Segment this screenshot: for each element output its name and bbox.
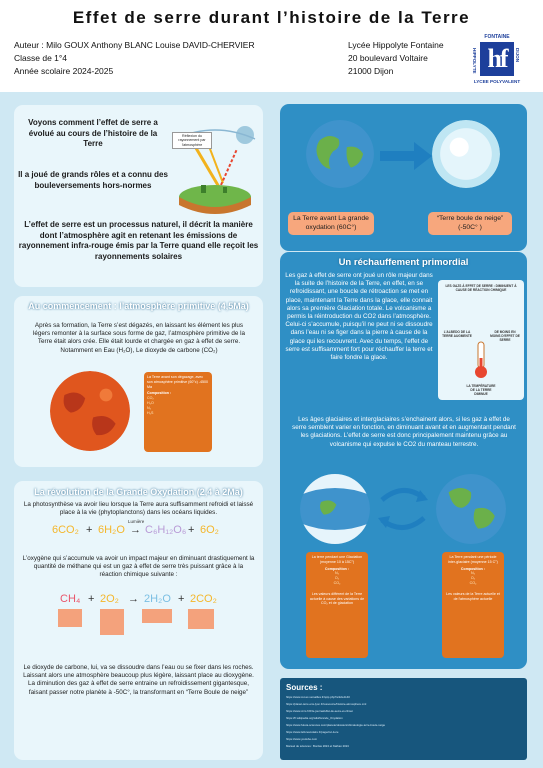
eq1-term: 6CO₂ <box>52 524 79 536</box>
oxydation-middle: L’oxygène qui s’accumule va avoir un impact majeur en diminuant drastiquement la quantité de méthane qui est un gaz à effet de serre très puissant grâce à la réaction chimique suivante : <box>22 555 255 579</box>
intro-panel <box>14 105 263 287</box>
molecule-note <box>58 609 82 627</box>
hot-earth-caption: La Terre avant La grande oxydation (60C°) <box>288 212 374 235</box>
primitive-panel <box>14 296 263 467</box>
eq2-arrow: → <box>128 593 139 605</box>
warming-panel <box>280 252 527 669</box>
glaciation-note-extra: Les valeurs diffèrent de la Terre actuelle à cause des variations de CO₂ et de glaciation <box>309 591 365 606</box>
primitive-title: Au commencement : l’atmosphère primitive (4,5Ma) <box>28 301 249 311</box>
primitive-note <box>144 372 212 452</box>
eq2-term: 2H₂O <box>144 593 171 605</box>
transition-panel <box>280 104 527 251</box>
intro-question: Voyons comment l’effet de serre a évolué au cours de l’histoire de la Terre <box>28 118 158 148</box>
interglacial-note-extra: Les valeurs de la Terre actuelle et de l'atmosphère actuelle <box>446 591 500 601</box>
glaciation-note-comp: Composition : <box>324 566 350 571</box>
glaciation-note <box>306 552 368 658</box>
eq1-plus: + <box>86 524 93 536</box>
eq1-term: C₆H₁₂O₆ <box>145 524 187 536</box>
source-link[interactable]: https://www.lelivrescolaire.fr/page/svt-1ere <box>286 730 339 734</box>
eq1-arrow: → <box>130 524 141 536</box>
gas-item: N₂ <box>147 405 151 410</box>
school-street: 20 boulevard Voltaire <box>348 53 428 63</box>
diagram-label: Réflexion du rayonnement par l'atmosphère <box>172 132 212 149</box>
interglacial-earth-icon <box>436 474 506 544</box>
logo-mark: hf <box>480 42 514 76</box>
eq1-term: 6O₂ <box>200 524 219 536</box>
intro-roles: Il a joué de grands rôles et a connu des bouleversements hors-normes <box>18 170 168 190</box>
logo-bottom-text: LYCEE POLYVALENT <box>473 79 521 84</box>
school-logo <box>472 36 522 88</box>
source-link[interactable]: https://www.futura-sciences.com/planete/dossiers/climatologie-terre-boule-neige <box>286 723 386 727</box>
hot-earth-icon <box>306 120 374 188</box>
molecule-note <box>100 609 124 635</box>
gas-item: O₂ <box>334 576 340 581</box>
eq2-term: 2O₂ <box>100 593 119 605</box>
interglacial-note-text: La Terre pendant une période inter-glaciaire (moyenne 15 C°) <box>448 555 498 564</box>
oxydation-panel <box>14 481 263 760</box>
eq2-term: CH₄ <box>60 593 81 605</box>
interglacial-note-comp: Composition : <box>460 566 486 571</box>
primitive-earth-icon <box>50 371 130 451</box>
school-city: 21000 Dijon <box>348 66 394 76</box>
gas-item: CO₂ <box>147 396 154 401</box>
source-link[interactable]: https://www.cnrs.fr/fr/le-journal/effet-de-serre-et-climat <box>286 709 353 713</box>
class-line: Classe de 1°4 <box>14 53 68 63</box>
molecule-note <box>142 609 172 623</box>
gas-item: H₂S <box>147 410 154 415</box>
sources-title: Sources : <box>286 683 323 692</box>
source-link[interactable]: https://planet-terre.ens-lyon.fr/ressource/histoire-atmosphere.xml <box>286 702 367 706</box>
page-title: Effet de serre durant l’histoire de la Terre <box>72 8 471 27</box>
loop-right: DE MOINS EN MOINS D'EFFET DE SERRE <box>490 330 520 342</box>
snowball-earth-icon <box>432 120 500 188</box>
primitive-note-text: La Terre avant son dégazage, avec son atmosphère primitive (60°c) -4500 Ma <box>147 375 208 389</box>
source-link[interactable]: https://www.youtube.com <box>286 737 318 741</box>
snowball-caption: “Terre boule de neige” (-50C° ) <box>428 212 512 235</box>
gas-item: N₂ <box>471 571 475 576</box>
eq1-term: 6H₂O <box>98 524 125 536</box>
warming-text-1: Les gaz à effet de serre ont joué un rôle majeur dans la suite de l’histoire de la Terre, en effet, en se refroidissant, une boucle de rétroaction se met en place, maintenant la Terre dans la glace, elle connait alors sa première Glaciation totale. Le volcanisme a permis la réintroduction du CO2 dans l’atmosphère. Celui-ci s’accumule, puisqu’il ne peut ni se dissoudre dans l’eau ni se figer dans la pierre à cause de la glace qui les recouvrent. Avec du temps, l’effet de serre est suffisamment fort pour réchauffer la terre et faire fondre la glace. <box>285 272 433 362</box>
poster-header <box>0 0 543 92</box>
source-line: Manuel de sciences : Bordas 2024 et Nathan 2024 <box>286 744 349 748</box>
year-line: Année scolaire 2024-2025 <box>14 66 114 76</box>
intro-definition: L’effet de serre est un processus naturel, il décrit la manière dont l’atmosphère agit en retenant les émissions de rayonnement infra-rouge émis par la Terre quand elle reçoit les rayonnements solaires <box>18 220 259 261</box>
gas-item: CO₂ <box>333 580 341 585</box>
cycle-arrows-icon <box>376 480 430 536</box>
sources-panel <box>280 678 527 760</box>
glaciation-note-text: La terre pendant une Glaciation (moyenne 10 à 15C°) <box>311 555 363 564</box>
loop-left: L'ALBEDO DE LA TERRE AUGMENTE <box>442 330 472 338</box>
gas-item: N₂ <box>335 571 339 576</box>
source-link[interactable]: https://www.svt.ac-versailles.fr/spip.php?article1140 <box>286 695 350 699</box>
loop-center: LA TEMPÉRATURE DE LA TERRE DIMINUE <box>466 384 496 396</box>
logo-left-text: HIPPOLYTE <box>472 48 477 74</box>
eq2-plus: + <box>88 593 95 605</box>
eq1-light: Lumière <box>128 519 145 524</box>
primitive-note-comp: Composition : <box>147 391 172 396</box>
warming-title: Un réchauffement primordial <box>338 257 469 268</box>
logo-top-text: FONTAINE <box>484 34 510 40</box>
school-name: Lycée Hippolyte Fontaine <box>348 40 444 50</box>
primitive-text: Après sa formation, la Terre s’est dégazés, en laissant les élément les plus légers remonter à la surface sous forme de gaz, l’atmosphère primitive de la Terre était alors crée. Elle était lourde et chargée en gaz à effet de serre. Notamment en Eau (H₂O), Le dioxyde de carbone (CO₂) <box>32 322 246 354</box>
gas-item: O₂ <box>470 576 476 581</box>
oxydation-intro: La photosynthèse va avoir lieu lorsque la Terre aura suffisamment refroidi et laissé place à la vie (phytoplanctons) dans les océans liquides. <box>23 501 254 517</box>
eq2-term: 2CO₂ <box>190 593 217 605</box>
glaciation-earth-icon <box>300 474 370 544</box>
gas-item: CO₂ <box>469 580 477 585</box>
feedback-loop-diagram <box>438 280 524 400</box>
thermometer-icon <box>468 340 494 380</box>
interglacial-note <box>442 552 504 658</box>
transition-arrow-icon <box>380 142 432 170</box>
molecule-note <box>188 609 214 629</box>
source-link[interactable]: https://fr.wikipedia.org/wiki/Grande_Oxydation <box>286 716 343 720</box>
eq1-plus: + <box>188 524 195 536</box>
warming-text-2: Les âges glaciaires et interglaciaires s’enchainent alors, si les gaz à effet de serre semblent varier en fonction, en diminuant avant et en augmentant pendant les glaciations. L’effet de serre est donc principalement maintenu grâce au volcanisme qui expulse le CO2 du manteau terrestre. <box>292 416 516 448</box>
oxydation-outro: Le dioxyde de carbone, lui, va se dissoudre dans l’eau ou se fixer dans les roches. Laissant alors une atmosphère beaucoup plus légère, laissant place au dioxygène. La diminution des gaz à effet de serre entraine un refroidissement gigantesque, faisant passer notre planète à -50C°, la transformant en “Terre Boule de neige” <box>23 664 254 696</box>
eq2-plus: + <box>178 593 185 605</box>
author-line: Auteur : Milo GOUX Anthony BLANC Louise DAVID-CHERVIER <box>14 40 255 50</box>
loop-title: LES GAZS À EFFET DE SERRE : DIMINUENT À CAUSE DE RÉACTION CHIMIQUE <box>445 284 517 292</box>
oxydation-title: La révolution de la Grande Oxydation (2,4 à 2Ma) <box>34 487 243 497</box>
logo-right-text: DIJON <box>515 48 520 63</box>
gas-item: H₂O <box>147 400 154 405</box>
